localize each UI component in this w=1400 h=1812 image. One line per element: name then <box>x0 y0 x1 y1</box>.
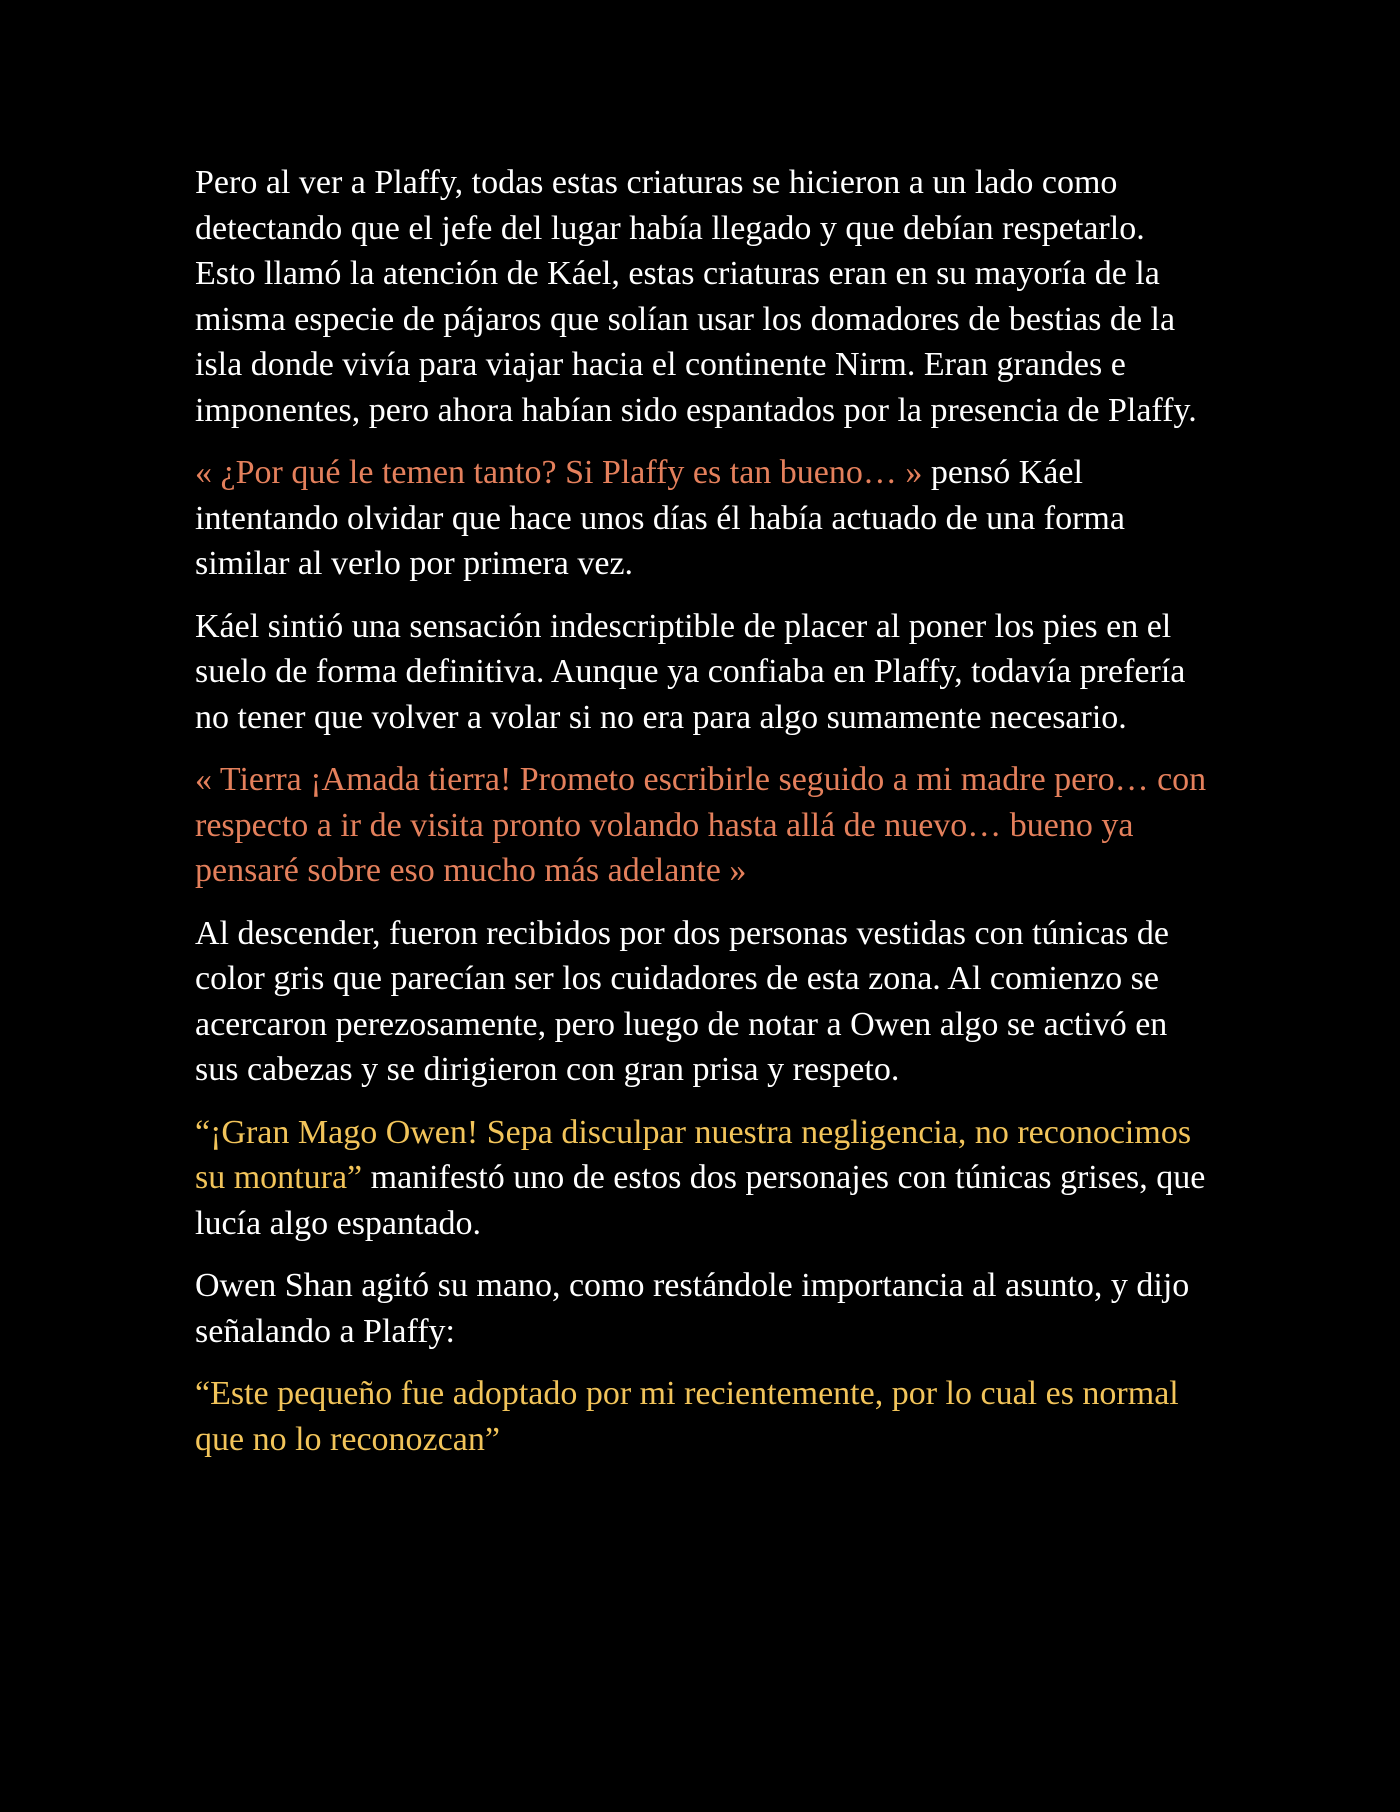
paragraph-narration-3 <box>195 911 1210 1093</box>
paragraph-narration-4 <box>195 1263 1210 1354</box>
thought-text: « ¿Por qué le temen tanto? Si Plaffy es tan bueno… » <box>195 454 923 491</box>
paragraph-thought-1 <box>195 450 1210 587</box>
paragraph-thought-2 <box>195 757 1210 894</box>
speech-text: “Este pequeño fue adoptado por mi recientemente, por lo cual es normal que no lo reconozcan” <box>195 1375 1179 1458</box>
text-column <box>195 160 1210 1479</box>
paragraph-narration-1 <box>195 160 1210 433</box>
narration-text: pensó Káel intentando olvidar que hace unos días él había actuado de una forma similar al verlo por primera vez. <box>195 454 1125 582</box>
thought-text: « Tierra ¡Amada tierra! Prometo escribirle seguido a mi madre pero… con respecto a ir de visita pronto volando hasta allá de nuevo… bueno ya pensaré sobre eso mucho más adelante » <box>195 761 1207 889</box>
paragraph-narration-2 <box>195 604 1210 741</box>
narration-text: Káel sintió una sensación indescriptible de placer al poner los pies en el suelo de forma definitiva. Aunque ya confiaba en Plaffy, todavía prefería no tener que volver a volar si no era para algo sumamente necesario. <box>195 607 1186 736</box>
paragraph-dialogue-1 <box>195 1110 1210 1247</box>
narration-text: Pero al ver a Plaffy, todas estas criaturas se hicieron a un lado como detectando que el jefe del lugar había llegado y que debían respetarlo. Esto llamó la atención de Káel, estas criaturas eran en su mayoría de la misma especie de pájaros que solían usar los domadores de bestias de la isla donde vivía para viajar hacia el continente Nirm. Eran grandes e imponentes, pero ahora habían sido espantados por la presencia de Plaffy. <box>195 164 1197 429</box>
narration-text: Owen Shan agitó su mano, como restándole importancia al asunto, y dijo señalando a Plaffy: <box>195 1267 1190 1350</box>
narration-text: Al descender, fueron recibidos por dos personas vestidas con túnicas de color gris que parecían ser los cuidadores de esta zona. Al comienzo se acercaron perezosamente, pero luego de notar a Owen algo se activó en sus cabezas y se dirigieron con gran prisa y respeto. <box>195 914 1169 1088</box>
paragraph-dialogue-2 <box>195 1371 1210 1462</box>
speech-text: “¡Gran Mago Owen! Sepa disculpar nuestra negligencia, no reconocimos su montura” <box>195 1113 1192 1196</box>
narration-text: manifestó uno de estos dos personajes con túnicas grises, que lucía algo espantado. <box>195 1159 1206 1242</box>
